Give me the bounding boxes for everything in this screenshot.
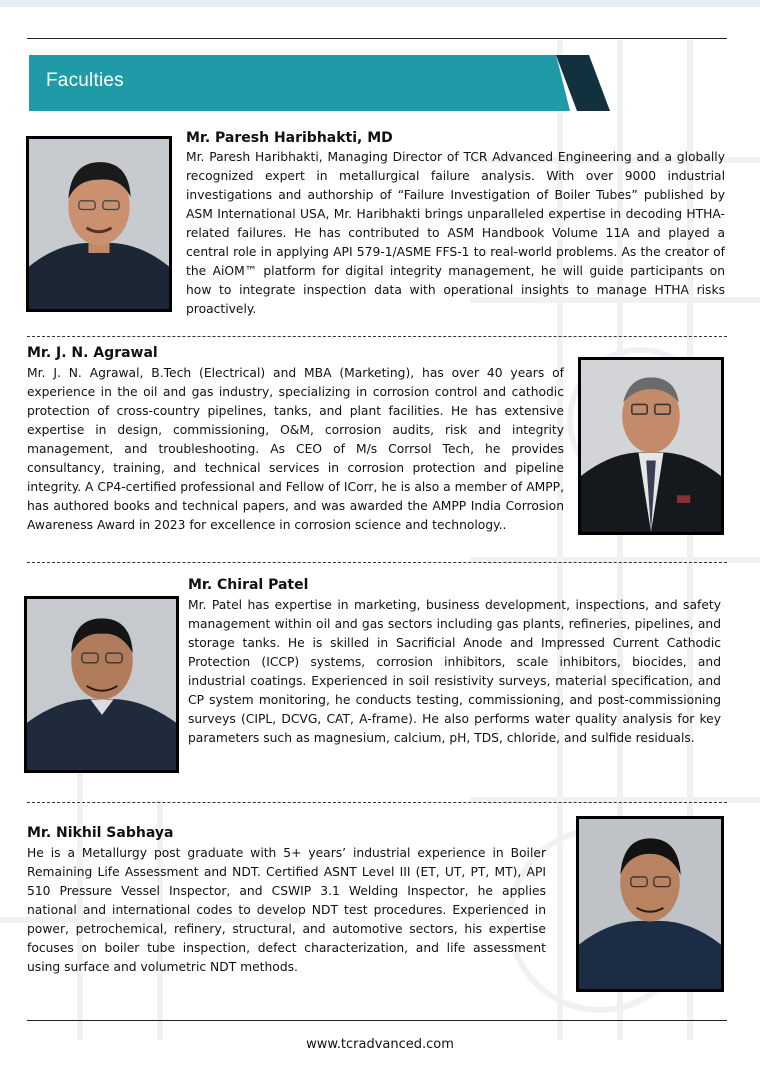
faculty-photo-paresh <box>26 136 172 312</box>
section-title: Faculties <box>46 70 124 91</box>
section-divider <box>27 562 727 563</box>
faculty-bio: Mr. Paresh Haribhakti, Managing Director of TCR Advanced Engineering and a globally recognized expert in metallurgical failure analysis. With over 9000 industrial investigations and authorship of “Failure Investigation of Boiler Tubes” published by ASM International USA, Mr. Haribhakti brings unparalleled expertise in decoding HTHA-related failures. He has contributed to ASM Handbook Volume 11A and played a central role in applying API 579-1/ASME FFS-1 to real-world problems. As the creator of the AiOM™ platform for digital integrity management, he will guide participants on how to integrate inspection data with operational insights to manage HTHA risks proactively. <box>186 150 725 316</box>
top-edge-strip <box>0 0 760 7</box>
footer-website[interactable]: www.tcradvanced.com <box>306 1037 454 1052</box>
faculty-bio: Mr. Patel has expertise in marketing, business development, inspections, and safety management within oil and gas sectors including gas plants, refineries, pipelines, and storage tanks. He is skilled in Sacrificial Anode and Impressed Current Cathodic Protection (ICCP) systems, corrosion inhibitors, scale inhibitors, biocides, and industrial coatings. Experienced in soil resistivity surveys, material specification, and CP system monitoring, he conducts testing, commissioning, and post-commissioning surveys (CIPL, DCVG, CAT, A-frame). He also performs water quality analysis for key parameters such as magnesium, calcium, pH, TDS, chloride, and sulfide residuals. <box>188 598 721 745</box>
section-divider <box>27 802 727 803</box>
top-divider <box>27 38 727 39</box>
section-banner <box>29 55 609 111</box>
faculty-photo-agrawal <box>578 357 724 535</box>
section-divider <box>27 336 727 337</box>
faculty-name: Mr. Chiral Patel <box>188 577 309 593</box>
faculty-photo-chiral <box>24 596 179 773</box>
faculty-name: Mr. Nikhil Sabhaya <box>27 825 174 841</box>
faculty-name: Mr. J. N. Agrawal <box>27 345 158 361</box>
faculty-bio: He is a Metallurgy post graduate with 5+ years’ industrial experience in Boiler Remaining Life Assessment and NDT. Certified ASNT Level III (ET, UT, PT, MT), API 510 Pressure Vessel Inspector, and CSWIP 3.1 Welding Inspector, he applies national and international codes to develop NDT test procedures. Experienced in power, petrochemical, refinery, structural, and automotive sectors, his expertise focuses on boiler tube inspection, defect characterization, and life assessment using surface and volumetric NDT methods. <box>27 846 546 974</box>
faculty-photo-nikhil <box>576 816 724 992</box>
faculty-bio: Mr. J. N. Agrawal, B.Tech (Electrical) and MBA (Marketing), has over 40 years of experience in the oil and gas industry, specializing in corrosion control and cathodic protection of cross-country pipelines, tanks, and plant facilities. He has extensive expertise in design, commissioning, O&M, corrosion audits, risk and integrity management, and troubleshooting. As CEO of M/s Corrsol Tech, he provides consultancy, training, and technical services in corrosion protection and pipeline integrity. A CP4-certified professional and Fellow of ICorr, he is also a member of AMPP, has authored books and technical papers, and was awarded the AMPP India Corrosion Awareness Award in 2023 for excellence in corrosion science and technology.. <box>27 366 564 532</box>
footer-divider <box>27 1020 727 1021</box>
faculty-name: Mr. Paresh Haribhakti, MD <box>186 130 393 146</box>
